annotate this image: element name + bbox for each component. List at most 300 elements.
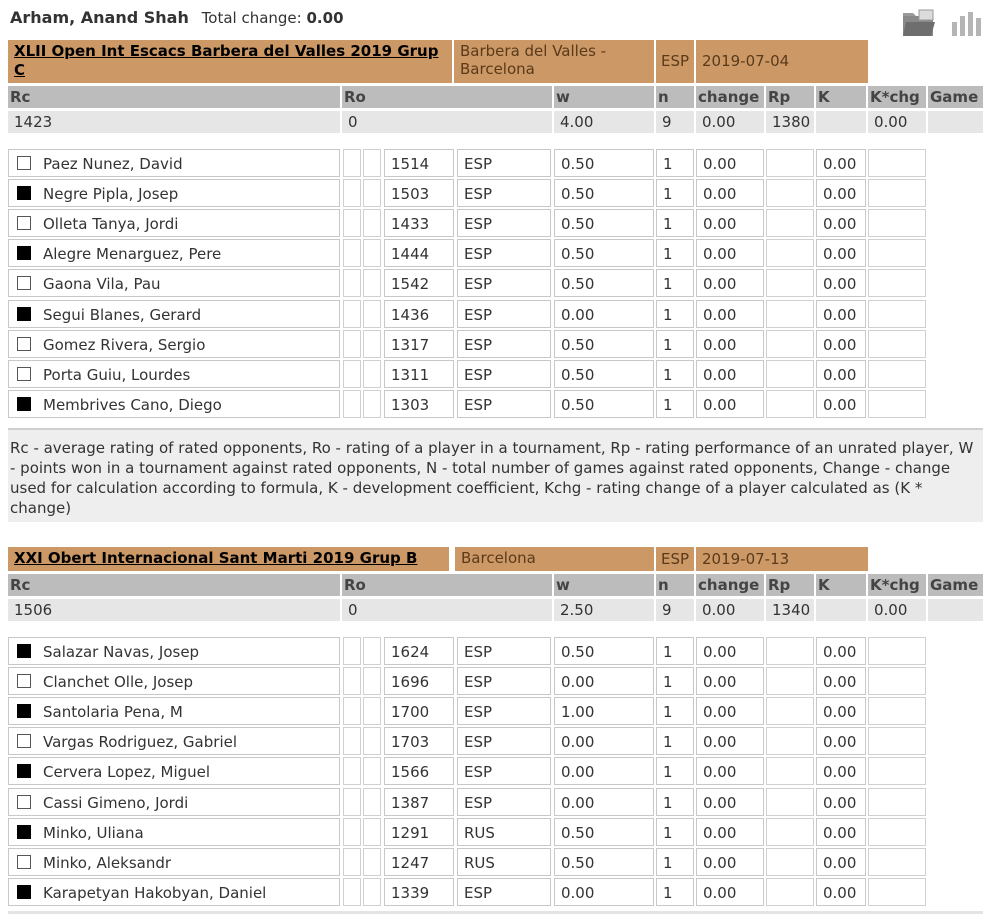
opponent-title-cell (343, 209, 361, 237)
opponent-result: 0.00 (554, 300, 654, 328)
opponent-name: Paez Nunez, David (43, 155, 183, 173)
white-piece-icon (17, 855, 31, 869)
summary-kchg: 0.00 (868, 599, 926, 621)
opponent-federation: ESP (457, 149, 551, 177)
opponent-change: 0.00 (696, 330, 764, 358)
summary-ro: 0 (342, 599, 552, 621)
opponent-games: 1 (656, 667, 694, 695)
opponent-name: Minko, Aleksandr (43, 853, 172, 872)
opponent-game-cell[interactable] (868, 727, 926, 755)
opponent-kchg: 0.00 (816, 757, 866, 785)
opponent-name-cell (8, 209, 340, 237)
opponent-games: 1 (656, 239, 694, 267)
opponent-change: 0.00 (696, 848, 764, 876)
opponent-row (8, 727, 928, 755)
opponent-kchg: 0.00 (816, 209, 866, 237)
opponent-game-cell[interactable] (868, 848, 926, 876)
opponent-game-cell[interactable] (868, 818, 926, 846)
summary-k (816, 599, 866, 621)
summary-k (816, 111, 866, 133)
column-header-rc: Rc (8, 86, 340, 108)
column-header-ro: Ro (342, 86, 552, 108)
summary-row (8, 599, 983, 621)
opponent-rp-cell (766, 390, 814, 418)
column-header-rc: Rc (8, 574, 340, 596)
opponent-name: Clanchet Olle, Josep (43, 673, 194, 692)
opponent-rating: 1566 (384, 757, 454, 785)
black-piece-icon (17, 186, 31, 200)
column-header-w: w (554, 86, 654, 108)
tournament-name-link[interactable]: XLII Open Int Escacs Barbera del Valles 2019 Grup C (8, 40, 452, 83)
opponent-row (8, 179, 928, 207)
opponent-change: 0.00 (696, 818, 764, 846)
summary-change: 0.00 (696, 599, 764, 621)
opponent-rp-cell (766, 788, 814, 816)
opponent-kchg: 0.00 (816, 818, 866, 846)
opponent-games: 1 (656, 727, 694, 755)
opponent-title-cell (343, 179, 361, 207)
opponent-title2-cell (363, 697, 381, 725)
opponent-rating: 1387 (384, 788, 454, 816)
opponent-rating: 1311 (384, 360, 454, 388)
opponent-kchg: 0.00 (816, 697, 866, 725)
white-piece-icon (17, 276, 31, 290)
opponent-name-cell (8, 878, 340, 906)
opponent-federation: ESP (457, 330, 551, 358)
opponent-title-cell (343, 848, 361, 876)
opponent-federation: RUS (457, 848, 551, 876)
folder-icon[interactable] (901, 8, 937, 38)
white-piece-icon (17, 156, 31, 170)
opponent-name: Olleta Tanya, Jordi (43, 215, 179, 234)
opponent-name: Membrives Cano, Diego (43, 395, 222, 414)
summary-w: 4.00 (554, 111, 654, 133)
opponent-name: Vargas Rodriguez, Gabriel (43, 733, 238, 752)
summary-rc: 1506 (8, 599, 340, 621)
opponent-title-cell (343, 697, 361, 725)
opponent-game-cell[interactable] (868, 269, 926, 297)
opponent-rating: 1703 (384, 727, 454, 755)
opponent-change: 0.00 (696, 727, 764, 755)
opponent-result: 0.50 (554, 209, 654, 237)
opponent-federation: ESP (457, 727, 551, 755)
opponent-row (8, 239, 928, 267)
opponent-rp-cell (766, 330, 814, 358)
opponent-row (8, 697, 928, 725)
opponent-games: 1 (656, 390, 694, 418)
opponent-title2-cell (363, 788, 381, 816)
opponent-name-cell (8, 149, 340, 177)
opponent-games: 1 (656, 818, 694, 846)
opponent-title2-cell (363, 149, 381, 177)
opponent-kchg: 0.00 (816, 667, 866, 695)
opponent-change: 0.00 (696, 209, 764, 237)
black-piece-icon (17, 307, 31, 321)
column-header-n: n (656, 574, 694, 596)
total-change-value: 0.00 (306, 9, 344, 27)
opponent-kchg: 0.00 (816, 330, 866, 358)
tournament-country: ESP (656, 40, 694, 83)
opponent-rating: 1542 (384, 269, 454, 297)
summary-rc: 1423 (8, 111, 340, 133)
opponent-name-cell (8, 727, 340, 755)
opponent-title2-cell (363, 300, 381, 328)
opponent-federation: ESP (457, 179, 551, 207)
opponent-kchg: 0.00 (816, 727, 866, 755)
summary-rp: 1340 (766, 599, 814, 621)
opponent-result: 0.00 (554, 788, 654, 816)
bar-chart-icon[interactable] (949, 8, 985, 38)
opponent-name: Segui Blanes, Gerard (43, 305, 202, 324)
opponent-result: 0.50 (554, 848, 654, 876)
opponent-change: 0.00 (696, 179, 764, 207)
opponent-title2-cell (363, 878, 381, 906)
opponent-rating: 1339 (384, 878, 454, 906)
summary-kchg: 0.00 (868, 111, 926, 133)
opponent-name: Salazar Navas, Josep (43, 643, 200, 661)
opponent-change: 0.00 (696, 697, 764, 725)
opponent-change: 0.00 (696, 300, 764, 328)
tournament-block-1 (8, 40, 985, 520)
opponent-rp-cell (766, 697, 814, 725)
opponent-change: 0.00 (696, 360, 764, 388)
black-piece-icon (17, 246, 31, 260)
opponent-name: Alegre Menarguez, Pere (43, 245, 222, 264)
opponent-title-cell (343, 637, 361, 665)
black-piece-icon (17, 764, 31, 778)
opponent-row (8, 637, 928, 665)
opponent-games: 1 (656, 179, 694, 207)
opponent-row (8, 788, 928, 816)
opponent-row (8, 209, 928, 237)
white-piece-icon (17, 734, 31, 748)
opponent-game-cell[interactable] (868, 209, 926, 237)
opponent-name-cell (8, 179, 340, 207)
opponent-federation: RUS (457, 818, 551, 846)
opponent-result: 0.50 (554, 390, 654, 418)
opponent-rating: 1436 (384, 300, 454, 328)
opponent-result: 0.50 (554, 269, 654, 297)
opponent-name-cell (8, 239, 340, 267)
opponent-title2-cell (363, 667, 381, 695)
opponent-rating: 1247 (384, 848, 454, 876)
opponent-rating: 1700 (384, 697, 454, 725)
opponent-rp-cell (766, 757, 814, 785)
opponent-rating: 1433 (384, 209, 454, 237)
opponent-rp-cell (766, 848, 814, 876)
opponent-title-cell (343, 727, 361, 755)
opponent-games: 1 (656, 637, 694, 665)
opponent-kchg: 0.00 (816, 788, 866, 816)
opponent-row (8, 300, 928, 328)
opponent-rating: 1503 (384, 179, 454, 207)
opponent-name: Gaona Vila, Pau (43, 275, 161, 294)
opponent-name-cell (8, 637, 340, 665)
opponent-kchg: 0.00 (816, 239, 866, 267)
opponent-games: 1 (656, 757, 694, 785)
opponent-game-cell[interactable] (868, 697, 926, 725)
opponent-game-cell[interactable] (868, 239, 926, 267)
opponent-name: Negre Pipla, Josep (43, 185, 179, 204)
opponent-name: Minko, Uliana (43, 823, 144, 842)
opponent-row (8, 269, 928, 297)
opponent-title-cell (343, 818, 361, 846)
opponent-result: 0.50 (554, 179, 654, 207)
column-header-rp: Rp (766, 574, 814, 596)
column-header-game: Game (928, 86, 983, 108)
opponent-name-cell (8, 697, 340, 725)
opponent-title2-cell (363, 757, 381, 785)
opponent-row (8, 390, 928, 418)
summary-n: 9 (656, 111, 694, 133)
opponent-rp-cell (766, 667, 814, 695)
opponent-rp-cell (766, 637, 814, 665)
opponent-games: 1 (656, 300, 694, 328)
tournament-name-link[interactable]: XXI Obert Internacional Sant Marti 2019 Grup B (8, 547, 449, 571)
opponent-game-cell[interactable] (868, 390, 926, 418)
white-piece-icon (17, 216, 31, 230)
tournament-date: 2019-07-13 (696, 547, 868, 571)
opponent-rp-cell (766, 878, 814, 906)
opponent-game-cell[interactable] (868, 149, 926, 177)
opponent-title2-cell (363, 848, 381, 876)
opponent-kchg: 0.00 (816, 848, 866, 876)
opponent-title2-cell (363, 330, 381, 358)
opponent-games: 1 (656, 848, 694, 876)
opponent-name: Cassi Gimeno, Jordi (43, 793, 189, 812)
opponent-row (8, 360, 928, 388)
opponent-name: Santolaria Pena, M (43, 703, 183, 722)
column-header-kchg: K*chg (868, 86, 926, 108)
opponent-result: 0.00 (554, 727, 654, 755)
opponent-result: 0.00 (554, 667, 654, 695)
opponent-federation: ESP (457, 878, 551, 906)
opponent-change: 0.00 (696, 757, 764, 785)
opponent-change: 0.00 (696, 239, 764, 267)
opponent-change: 0.00 (696, 788, 764, 816)
opponent-rp-cell (766, 239, 814, 267)
tournament-title-bar (8, 40, 868, 83)
tournament-title-bar (8, 547, 868, 571)
opponent-title-cell (343, 667, 361, 695)
opponent-title-cell (343, 757, 361, 785)
opponent-game-cell[interactable] (868, 360, 926, 388)
opponent-title2-cell (363, 360, 381, 388)
tournament-place: Barcelona (455, 547, 654, 571)
opponent-game-cell[interactable] (868, 637, 926, 665)
black-piece-icon (17, 885, 31, 899)
opponent-federation: ESP (457, 667, 551, 695)
opponent-name-cell (8, 360, 340, 388)
opponent-change: 0.00 (696, 149, 764, 177)
opponent-federation: ESP (457, 360, 551, 388)
tournament-place: Barbera del Valles - Barcelona (454, 40, 654, 83)
opponent-name-cell (8, 390, 340, 418)
opponent-game-cell[interactable] (868, 179, 926, 207)
opponent-title-cell (343, 330, 361, 358)
opponent-title2-cell (363, 637, 381, 665)
white-piece-icon (17, 795, 31, 809)
summary-w: 2.50 (554, 599, 654, 621)
tournament-date: 2019-07-04 (696, 40, 868, 83)
opponent-rp-cell (766, 300, 814, 328)
opponent-game-cell[interactable] (868, 667, 926, 695)
column-header-k: K (816, 86, 866, 108)
legend-text: Rc - average rating of rated opponents, Ro - rating of a player in a tournament, Rp - rating performance of an unrated player, W - points won in a tournament against rated opponents, N - total number of games against rated opponents, Change - change used for calculation according to formula, K - development coefficient, Kchg - rating change of a player calculated as (K * change) (8, 428, 983, 522)
opponent-game-cell[interactable] (868, 788, 926, 816)
opponent-title2-cell (363, 727, 381, 755)
opponent-title2-cell (363, 390, 381, 418)
opponent-kchg: 0.00 (816, 149, 866, 177)
opponent-title-cell (343, 300, 361, 328)
total-change-label: Total change: (201, 9, 302, 27)
opponent-kchg: 0.00 (816, 179, 866, 207)
opponent-game-cell[interactable] (868, 300, 926, 328)
opponent-title2-cell (363, 179, 381, 207)
summary-game (928, 599, 983, 621)
opponent-rp-cell (766, 209, 814, 237)
opponent-row (8, 848, 928, 876)
opponent-result: 0.50 (554, 149, 654, 177)
opponent-change: 0.00 (696, 667, 764, 695)
opponent-federation: ESP (457, 697, 551, 725)
opponent-title-cell (343, 360, 361, 388)
column-header-game: Game (928, 574, 983, 596)
opponent-games: 1 (656, 149, 694, 177)
opponent-federation: ESP (457, 239, 551, 267)
opponent-federation: ESP (457, 269, 551, 297)
opponent-name-cell (8, 300, 340, 328)
opponent-result: 0.00 (554, 878, 654, 906)
column-header-n: n (656, 86, 694, 108)
opponent-rating: 1444 (384, 239, 454, 267)
opponent-federation: ESP (457, 757, 551, 785)
opponent-rp-cell (766, 149, 814, 177)
opponent-games: 1 (656, 360, 694, 388)
opponent-rp-cell (766, 360, 814, 388)
opponent-games: 1 (656, 878, 694, 906)
opponent-title2-cell (363, 818, 381, 846)
opponent-rating: 1291 (384, 818, 454, 846)
column-header-row (8, 86, 983, 108)
opponent-federation: ESP (457, 209, 551, 237)
opponent-games: 1 (656, 697, 694, 725)
opponent-kchg: 0.00 (816, 300, 866, 328)
opponent-row (8, 757, 928, 785)
column-header-change: change (696, 574, 764, 596)
opponent-result: 1.00 (554, 697, 654, 725)
opponent-result: 0.00 (554, 757, 654, 785)
opponent-federation: ESP (457, 300, 551, 328)
opponent-title2-cell (363, 239, 381, 267)
white-piece-icon (17, 337, 31, 351)
black-piece-icon (17, 397, 31, 411)
opponent-title-cell (343, 788, 361, 816)
opponent-name: Karapetyan Hakobyan, Daniel (43, 883, 267, 902)
opponent-rating: 1624 (384, 637, 454, 665)
column-header-rp: Rp (766, 86, 814, 108)
tournament-country: ESP (656, 547, 694, 571)
opponent-name-cell (8, 330, 340, 358)
opponent-rating: 1514 (384, 149, 454, 177)
opponent-federation: ESP (457, 390, 551, 418)
opponent-name: Porta Guiu, Lourdes (43, 365, 191, 384)
white-piece-icon (17, 367, 31, 381)
opponent-result: 0.50 (554, 818, 654, 846)
opponent-game-cell[interactable] (868, 757, 926, 785)
player-name: Arham, Anand Shah (10, 8, 189, 27)
opponent-change: 0.00 (696, 390, 764, 418)
opponent-games: 1 (656, 269, 694, 297)
opponent-games: 1 (656, 209, 694, 237)
opponent-name-cell (8, 757, 340, 785)
opponent-result: 0.50 (554, 360, 654, 388)
bottom-divider (8, 911, 983, 914)
opponent-rating: 1317 (384, 330, 454, 358)
opponent-row (8, 818, 928, 846)
opponent-title2-cell (363, 209, 381, 237)
player-header (10, 8, 985, 32)
opponent-rp-cell (766, 818, 814, 846)
opponent-game-cell[interactable] (868, 878, 926, 906)
summary-change: 0.00 (696, 111, 764, 133)
opponent-game-cell[interactable] (868, 330, 926, 358)
black-piece-icon (17, 644, 31, 658)
white-piece-icon (17, 674, 31, 688)
opponent-name-cell (8, 269, 340, 297)
opponent-row (8, 878, 928, 906)
summary-game (928, 111, 983, 133)
opponent-rp-cell (766, 179, 814, 207)
summary-ro: 0 (342, 111, 552, 133)
summary-n: 9 (656, 599, 694, 621)
opponent-kchg: 0.00 (816, 878, 866, 906)
column-header-k: K (816, 574, 866, 596)
opponent-kchg: 0.00 (816, 390, 866, 418)
opponent-title-cell (343, 239, 361, 267)
column-header-row (8, 574, 983, 596)
opponent-federation: ESP (457, 637, 551, 665)
opponent-row (8, 667, 928, 695)
opponent-title-cell (343, 269, 361, 297)
opponent-kchg: 0.00 (816, 360, 866, 388)
opponent-title-cell (343, 149, 361, 177)
opponent-result: 0.50 (554, 330, 654, 358)
opponent-rating: 1303 (384, 390, 454, 418)
opponent-games: 1 (656, 330, 694, 358)
summary-rp: 1380 (766, 111, 814, 133)
black-piece-icon (17, 704, 31, 718)
opponent-name-cell (8, 667, 340, 695)
opponent-title-cell (343, 878, 361, 906)
opponent-federation: ESP (457, 788, 551, 816)
opponent-name: Gomez Rivera, Sergio (43, 335, 206, 354)
opponent-row (8, 149, 928, 177)
black-piece-icon (17, 825, 31, 839)
column-header-change: change (696, 86, 764, 108)
opponent-result: 0.50 (554, 239, 654, 267)
opponent-kchg: 0.00 (816, 269, 866, 297)
opponent-rp-cell (766, 269, 814, 297)
summary-row (8, 111, 983, 133)
opponent-rating: 1696 (384, 667, 454, 695)
column-header-w: w (554, 574, 654, 596)
opponent-title-cell (343, 390, 361, 418)
opponent-rp-cell (766, 727, 814, 755)
opponent-change: 0.00 (696, 269, 764, 297)
opponent-games: 1 (656, 788, 694, 816)
column-header-kchg: K*chg (868, 574, 926, 596)
